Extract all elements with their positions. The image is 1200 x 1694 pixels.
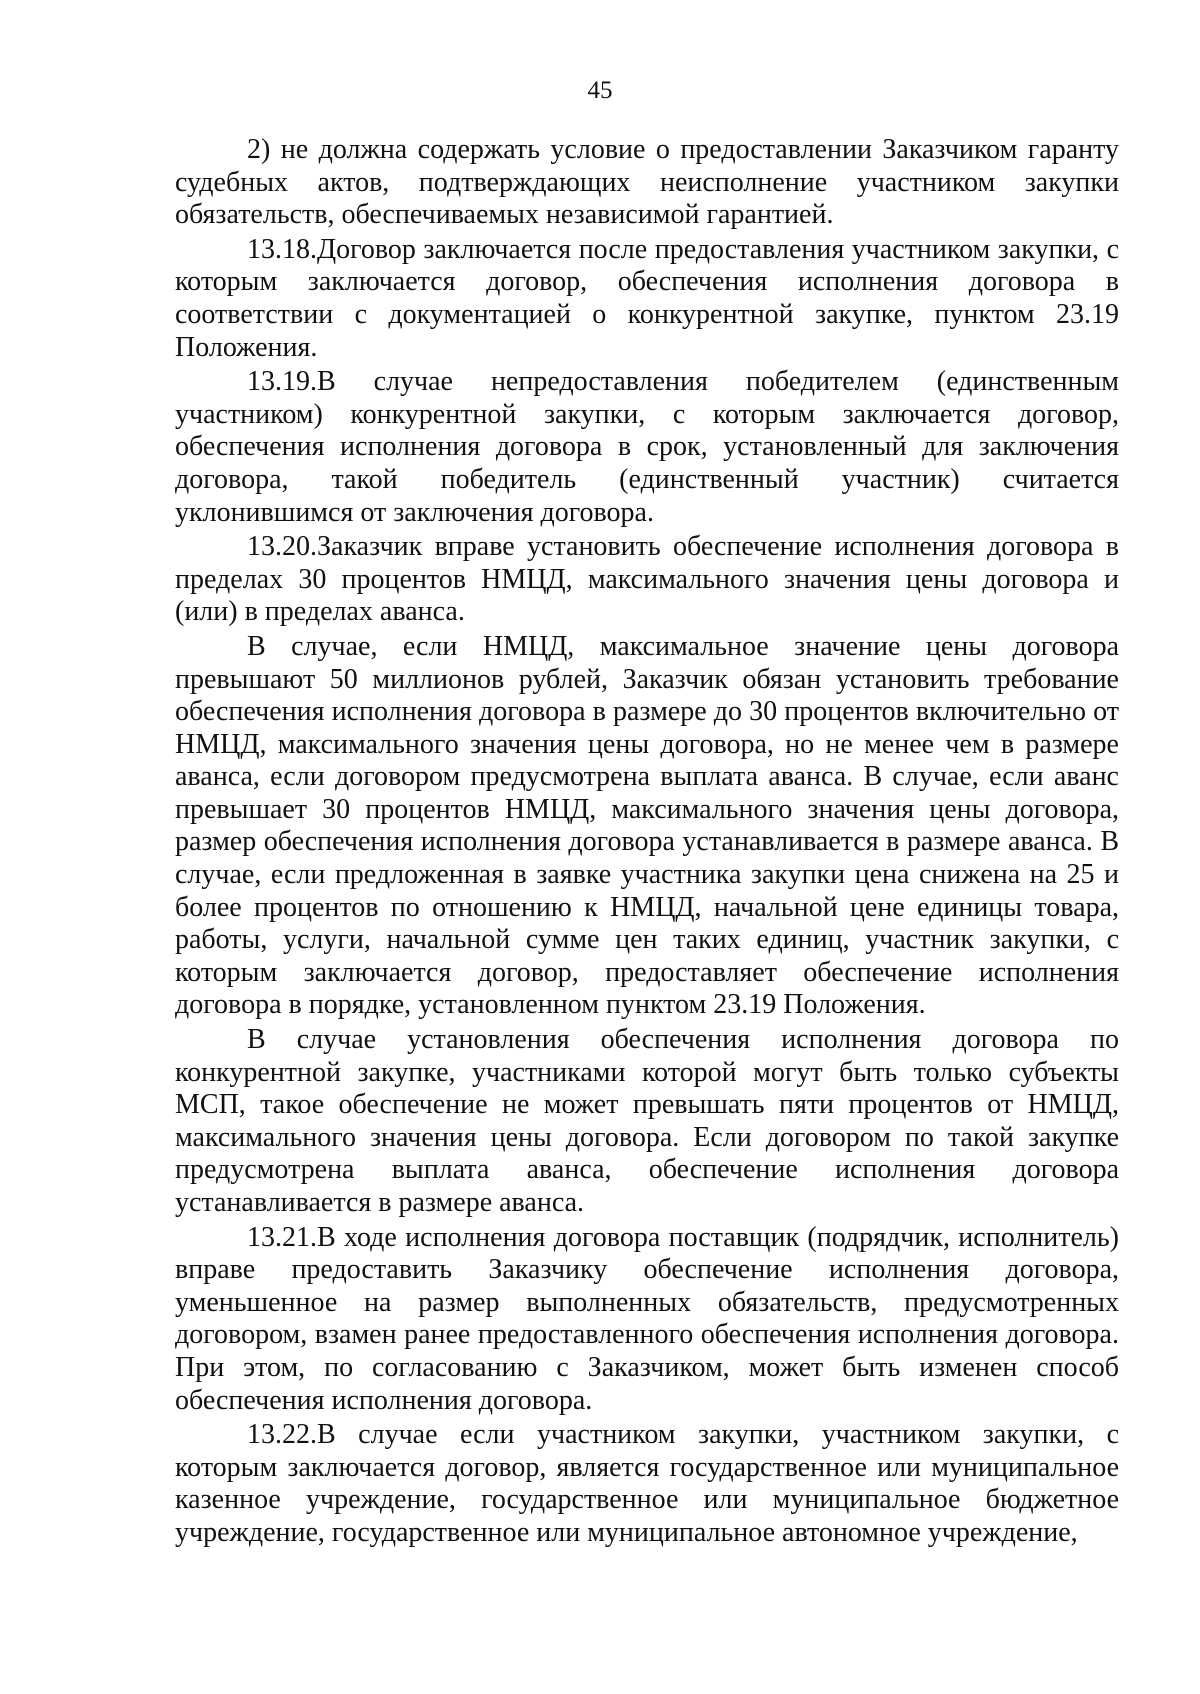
paragraph-13-19: 13.19.В случае непредоставления победителем (единственным участником) конкурентной закупки, с которым заключается договор, обеспечения исполнения договора в срок, установленный для заключения договора, такой победитель (единственный участник) считается уклонившимся от заключения договора. (175, 366, 1119, 528)
paragraph-item-2: 2) не должна содержать условие о предоставлении Заказчиком гаранту судебных актов, подтверждающих неисполнение участником закупки обязательств, обеспечиваемых независимой гарантией. (175, 134, 1119, 231)
paragraph-13-20: 13.20.Заказчик вправе установить обеспечение исполнения договора в пределах 30 процентов НМЦД, максимального значения цены договора и (или) в пределах аванса. (175, 531, 1119, 628)
document-body (175, 134, 1119, 1552)
paragraph-13-20-security-over-50m: В случае, если НМЦД, максимальное значение цены договора превышают 50 миллионов рублей, Заказчик обязан установить требование обеспечения исполнения договора в размере до 30 процентов включительно от НМЦД, максимального значения цены договора, но не менее чем в размере аванса, если договором предусмотрена выплата аванса. В случае, если аванс превышает 30 процентов НМЦД, максимального значения цены договора, размер обеспечения исполнения договора устанавливается в размере аванса. В случае, если предложенная в заявке участника закупки цена снижена на 25 и более процентов по отношению к НМЦД, начальной цене единицы товара, работы, услуги, начальной сумме цен таких единиц, участник закупки, с которым заключается договор, предоставляет обеспечение исполнения договора в порядке, установленном пунктом 23.19 Положения. (175, 630, 1119, 1021)
paragraph-13-21: 13.21.В ходе исполнения договора поставщик (подрядчик, исполнитель) вправе предоставить Заказчику обеспечение исполнения договора, уменьшенное на размер выполненных обязательств, предусмотренных договором, взамен ранее предоставленного обеспечения исполнения договора. При этом, по согласованию с Заказчиком, может быть изменен способ обеспечения исполнения договора. (175, 1221, 1119, 1416)
paragraph-13-20-smp-security: В случае установления обеспечения исполнения договора по конкурентной закупке, участниками которой могут быть только субъекты МСП, такое обеспечение не может превышать пяти процентов от НМЦД, максимального значения цены договора. Если договором по такой закупке предусмотрена выплата аванса, обеспечение исполнения договора устанавливается в размере аванса. (175, 1024, 1119, 1218)
paragraph-13-22: 13.22.В случае если участником закупки, участником закупки, с которым заключается договор, является государственное или муниципальное казенное учреждение, государственное или муниципальное бюджетное учреждение, государственное или муниципальное автономное учреждение, (175, 1419, 1119, 1548)
paragraph-13-18: 13.18.Договор заключается после предоставления участником закупки, с которым заключается договор, обеспечения исполнения договора в соответствии с документацией о конкурентной закупке, пунктом 23.19 Положения. (175, 233, 1119, 363)
page-number: 45 (587, 77, 613, 104)
